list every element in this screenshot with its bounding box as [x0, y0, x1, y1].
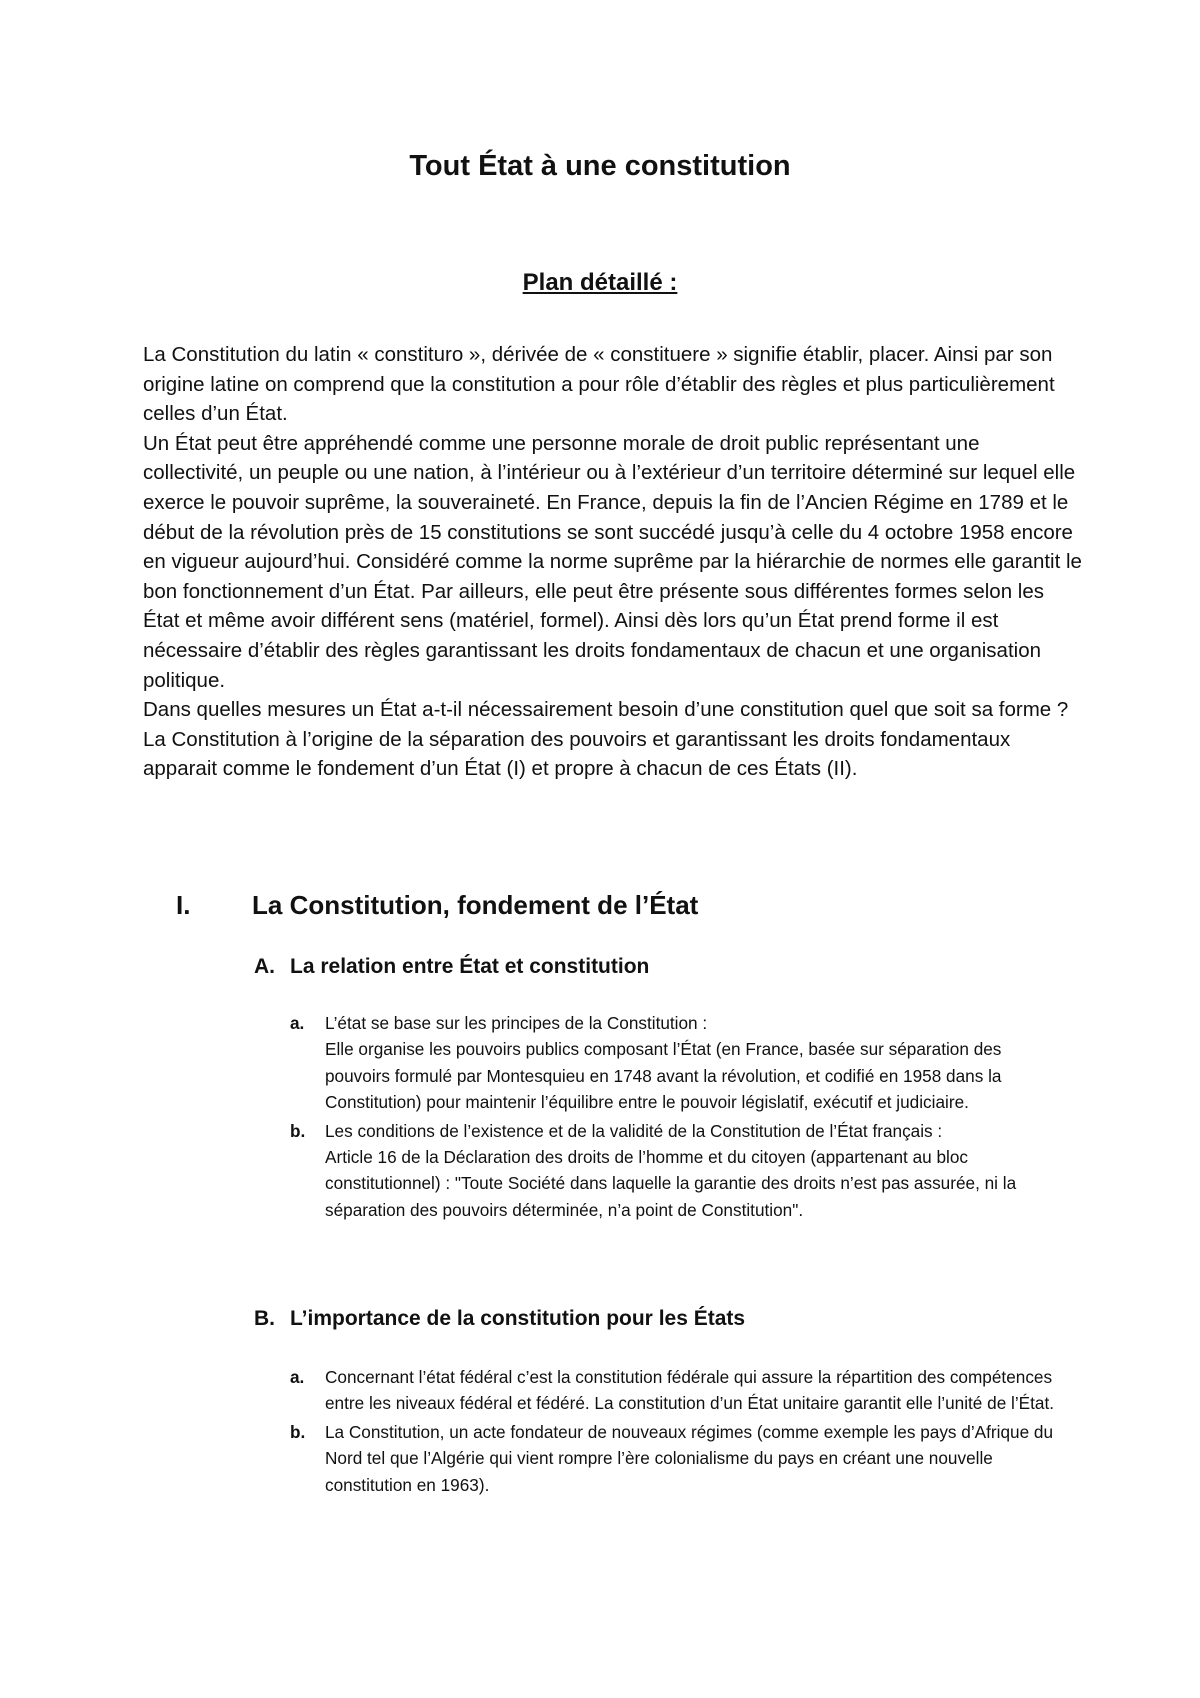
intro-problematic: Dans quelles mesures un État a-t-il nécessairement besoin d’une constitution quel que soit sa forme ?	[143, 698, 1069, 722]
list-item	[290, 1118, 1060, 1224]
section-a-number: A.	[254, 955, 275, 978]
intro-paragraph: La Constitution du latin « constituro », dérivée de « constituere » signifie établir, placer. Ainsi par son origine latine on comprend que la constitution a pour rôle d’établir des règles et plus particulièrement celles d’un État.	[143, 343, 1055, 426]
section-a-title: La relation entre État et constitution	[290, 955, 650, 978]
list-item-body: Elle organise les pouvoirs publics composant l’État (en France, basée sur séparation des pouvoirs formulé par Montesquieu en 1748 avant la révolution, et codifié en 1958 dans la Constitution) pour maintenir l’équilibre entre le pouvoir législatif, exécutif et judiciaire.	[325, 1039, 1002, 1113]
part-1-title: La Constitution, fondement de l’État	[252, 890, 699, 920]
list-item-lead: L’état se base sur les principes de la Constitution :	[325, 1013, 708, 1033]
list-marker: a.	[290, 1367, 305, 1387]
list-item-body: Concernant l’état fédéral c’est la constitution fédérale qui assure la répartition des compétences entre les niveaux fédéral et fédéré. La constitution d’un État unitaire garantit elle l’unité de l’État.	[325, 1367, 1055, 1414]
introduction	[143, 340, 1083, 784]
section-a-list	[290, 1010, 1060, 1225]
document-title: Tout État à une constitution	[409, 150, 791, 182]
list-marker: b.	[290, 1421, 306, 1442]
list-marker: a.	[290, 1013, 305, 1033]
part-1-heading	[176, 887, 698, 923]
list-item-lead: Les conditions de l’existence et de la validité de la Constitution de l’État français :	[325, 1120, 943, 1141]
list-item	[290, 1364, 1060, 1417]
list-item-body: Article 16 de la Déclaration des droits de l’homme et du citoyen (appartenant au bloc constitutionnel) : "Toute Société dans laquelle la garantie des droits n’est pas assurée, ni la séparation des pouvoirs déterminée, n’a point de Constitution".	[325, 1147, 1017, 1220]
section-b-list	[290, 1364, 1060, 1500]
list-item	[290, 1010, 1060, 1116]
list-item-body: La Constitution, un acte fondateur de nouveaux régimes (comme exemple les pays d’Afrique du Nord tel que l’Algérie qui vient rompre l’ère colonialisme du pays en créant une nouvelle constitution en 1963).	[325, 1421, 1054, 1495]
section-b-title: L’importance de la constitution pour les États	[290, 1307, 746, 1330]
intro-announcement: La Constitution à l’origine de la séparation des pouvoirs et garantissant les droits fondamentaux apparait comme le fondement d’un État (I) et propre à chacun de ces États (II).	[143, 727, 1011, 781]
section-b-heading	[254, 1304, 745, 1334]
part-1-number: I.	[176, 890, 191, 920]
section-b-number: B.	[254, 1307, 275, 1330]
list-marker: b.	[290, 1120, 306, 1141]
section-a-heading	[254, 952, 649, 982]
document-subtitle: Plan détaillé :	[522, 269, 678, 296]
intro-paragraph: Un État peut être appréhendé comme une personne morale de droit public représentant une collectivité, un peuple ou une nation, à l’intérieur ou à l’extérieur d’un territoire déterminé sur lequel elle exerce le pouvoir suprême, la souveraineté. En France, depuis la fin de l’Ancien Régime en 1789 et le début de la révolution près de 15 constitutions se sont succédé jusqu’à celle du 4 octobre 1958 encore en vigueur aujourd’hui. Considéré comme la norme suprême par la hiérarchie de normes elle garantit le bon fonctionnement d’un État. Par ailleurs, elle peut être présente sous différentes formes selon les État et même avoir différent sens (matériel, formel). Ainsi dès lors qu’un État prend forme il est nécessaire d’établir des règles garantissant les droits fondamentaux de chacun et une organisation politique.	[143, 431, 1082, 692]
list-item	[290, 1419, 1060, 1498]
